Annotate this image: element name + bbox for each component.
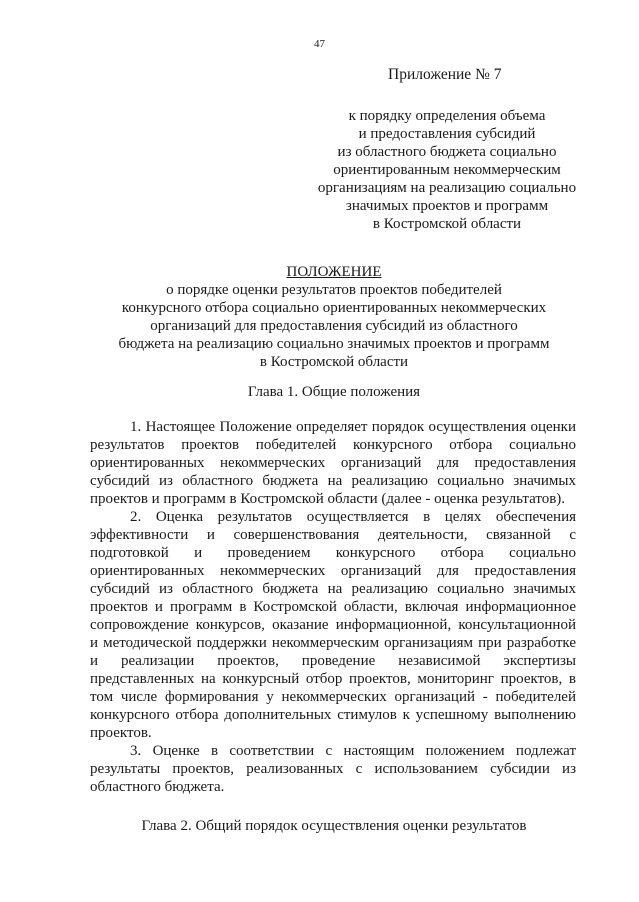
paragraph-line: проектов. bbox=[90, 725, 152, 741]
paragraph-line: сопровождение конкурсов, оказание информационной, консультационной bbox=[90, 617, 576, 633]
appendix-subtitle-line: в Костромской области bbox=[372, 216, 522, 232]
paragraph-line: конкурсного отбора дополнительных стимулов к успешному выполнению bbox=[90, 707, 576, 723]
paragraph-line: проектов и программ в Костромской области, включая информационное bbox=[90, 599, 576, 615]
document-title-line: организаций для предоставления субсидий из областного bbox=[150, 318, 518, 334]
paragraph-line: и методической поддержки некоммерческим организациям при разработке bbox=[90, 635, 576, 651]
appendix-subtitle-line: ориентированным некоммерческим bbox=[333, 162, 561, 178]
paragraph-line: ориентированных некоммерческих организаций для предоставления bbox=[90, 455, 576, 471]
paragraph-line: 2. Оценка результатов осуществляется в целях обеспечения bbox=[130, 509, 576, 525]
paragraph-line: том числе формирования у некоммерческих организаций - победителей bbox=[90, 689, 576, 705]
appendix-subtitle-line: из областного бюджета социально bbox=[337, 144, 557, 160]
document-title-line: в Костромской области bbox=[259, 354, 409, 370]
appendix-title: Приложение № 7 bbox=[388, 66, 502, 83]
chapter-1-heading: Глава 1. Общие положения bbox=[247, 384, 421, 400]
paragraph-line: субсидий из областного бюджета на реализацию социально значимых bbox=[90, 473, 576, 489]
appendix-subtitle-line: к порядку определения объема bbox=[348, 108, 546, 124]
paragraph-line: проектов и программ в Костромской области (далее - оценка результатов). bbox=[90, 491, 566, 507]
appendix-subtitle-line: и предоставления субсидий bbox=[358, 126, 536, 142]
paragraph-line: подготовкой и проведением конкурсного отбора социально bbox=[90, 545, 576, 561]
paragraph-line: субсидий из областного бюджета на реализацию социально значимых bbox=[90, 581, 576, 597]
paragraph-line: областного бюджета. bbox=[90, 779, 225, 795]
paragraph-line: представленных на конкурсный отбор проектов, мониторинг проектов, в bbox=[90, 671, 576, 687]
paragraph-line: эффективности и совершенствования деятельности, связанной с bbox=[90, 527, 576, 543]
paragraph-line: результаты проектов, реализованных с использованием субсидии из bbox=[90, 761, 576, 777]
paragraph-line: результатов проектов победителей конкурсного отбора социально bbox=[90, 437, 576, 453]
document-title: ПОЛОЖЕНИЕ bbox=[286, 264, 382, 280]
document-title-line: о порядке оценки результатов проектов победителей bbox=[166, 282, 502, 298]
page-number: 47 bbox=[314, 38, 325, 50]
paragraph-line: и реализации проектов, проведение независимой экспертизы bbox=[90, 653, 576, 669]
appendix-subtitle-line: значимых проектов и программ bbox=[345, 198, 549, 214]
chapter-2-heading: Глава 2. Общий порядок осуществления оценки результатов bbox=[141, 818, 527, 834]
document-title-line: конкурсного отбора социально ориентированных некоммерческих bbox=[121, 300, 547, 316]
document-title-line: бюджета на реализацию социально значимых проектов и программ bbox=[118, 336, 550, 352]
appendix-subtitle-line: организациям на реализацию социально bbox=[317, 180, 577, 196]
paragraph-line: ориентированных некоммерческих организаций для предоставления bbox=[90, 563, 576, 579]
paragraph-line: 3. Оценке в соответствии с настоящим положением подлежат bbox=[130, 743, 576, 759]
paragraph-line: 1. Настоящее Положение определяет порядок осуществления оценки bbox=[130, 419, 576, 435]
